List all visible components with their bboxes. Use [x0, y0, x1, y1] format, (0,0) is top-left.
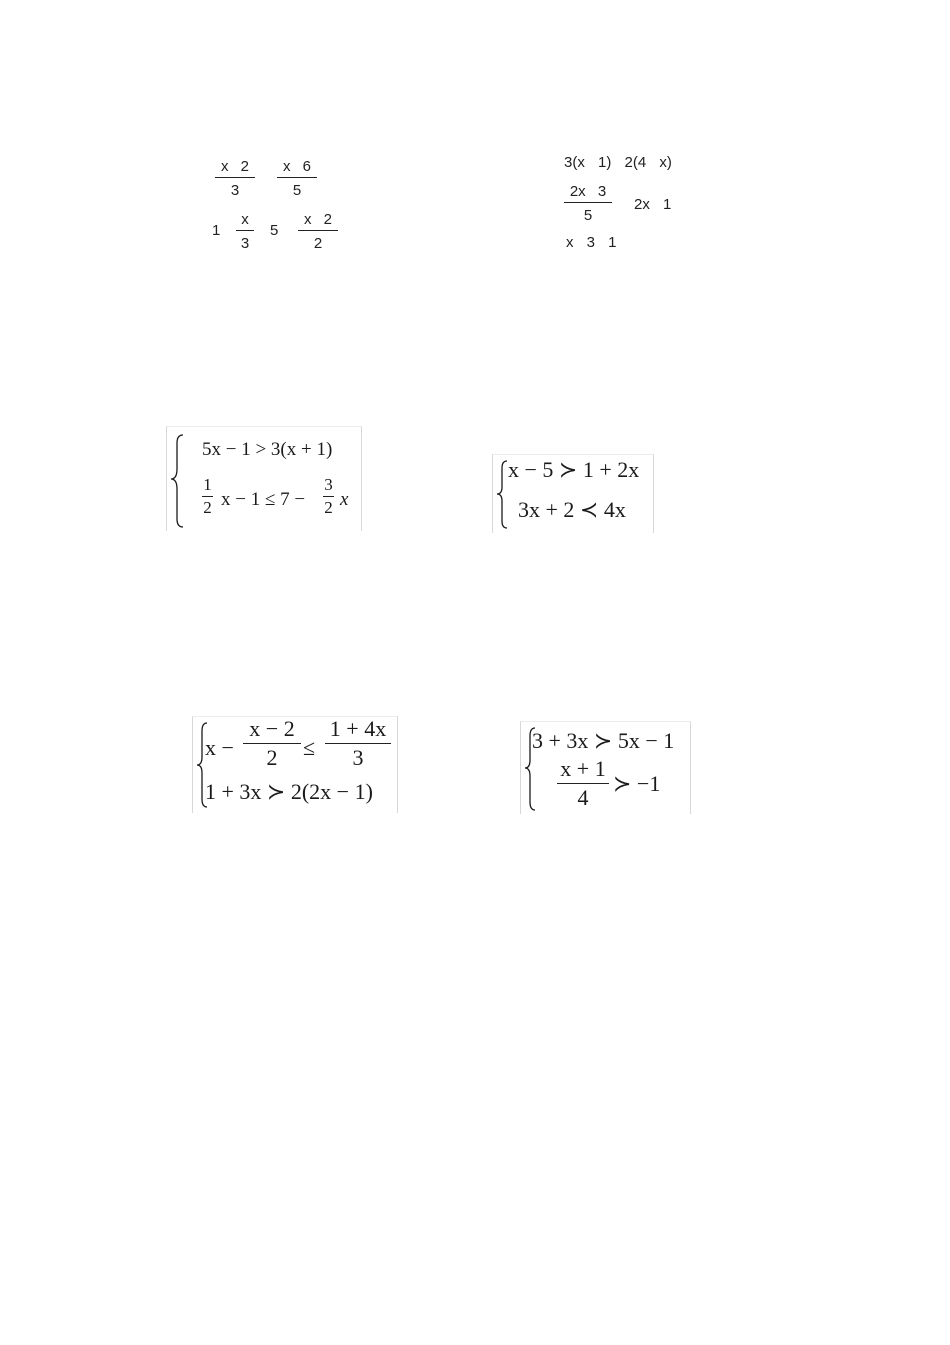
fraction-x2-over-2: x 2 2	[298, 211, 338, 252]
left-brace-icon	[167, 427, 187, 531]
fraction-x-over-3: x 3	[236, 211, 254, 252]
inequality-line-1: 3 + 3x ≻ 5x − 1	[532, 728, 675, 753]
term-one: 1	[212, 222, 221, 239]
inequality-line-2-tail: ≻ −1	[613, 771, 661, 796]
fraction-x2-over-3: x 2 3	[215, 158, 255, 199]
fraction-x-plus-1-over-4: x + 1 4	[557, 756, 609, 811]
system-c-box	[192, 716, 398, 813]
inequality-line-3: x 3 1	[566, 234, 617, 251]
inequality-line-1: x − 5 ≻ 1 + 2x	[508, 457, 640, 482]
fraction-three-halves: 3 2	[324, 475, 333, 517]
inequality-line-1: 3(x 1) 2(4 x)	[564, 154, 672, 171]
relation-leq: ≤	[303, 735, 316, 760]
fraction-one-half: 1 2	[203, 475, 212, 517]
variable-x: x	[340, 489, 349, 510]
inequality-line-1-lead: x −	[205, 735, 234, 760]
system-d-box	[520, 721, 691, 814]
fraction-1-plus-4x-over-3: 1 + 4x 3	[325, 716, 391, 771]
system-a-box	[166, 426, 362, 531]
inequality-line-2-tail: 2x 1	[634, 196, 672, 213]
system-b-box	[492, 454, 654, 533]
fraction-x6-over-5: x 6 5	[277, 158, 317, 199]
fraction-x-minus-2-over-2: x − 2 2	[243, 716, 301, 771]
inequality-line-2: 3x + 2 ≺ 4x	[518, 497, 626, 522]
inequality-line-2: x − 1 ≤ 7 −	[221, 489, 306, 510]
term-five: 5	[270, 222, 279, 239]
inequality-line-1: 5x − 1 > 3(x + 1)	[202, 439, 333, 460]
fraction-2x3-over-5: 2x 3 5	[564, 183, 612, 224]
inequality-line-2: 1 + 3x ≻ 2(2x − 1)	[205, 779, 373, 804]
